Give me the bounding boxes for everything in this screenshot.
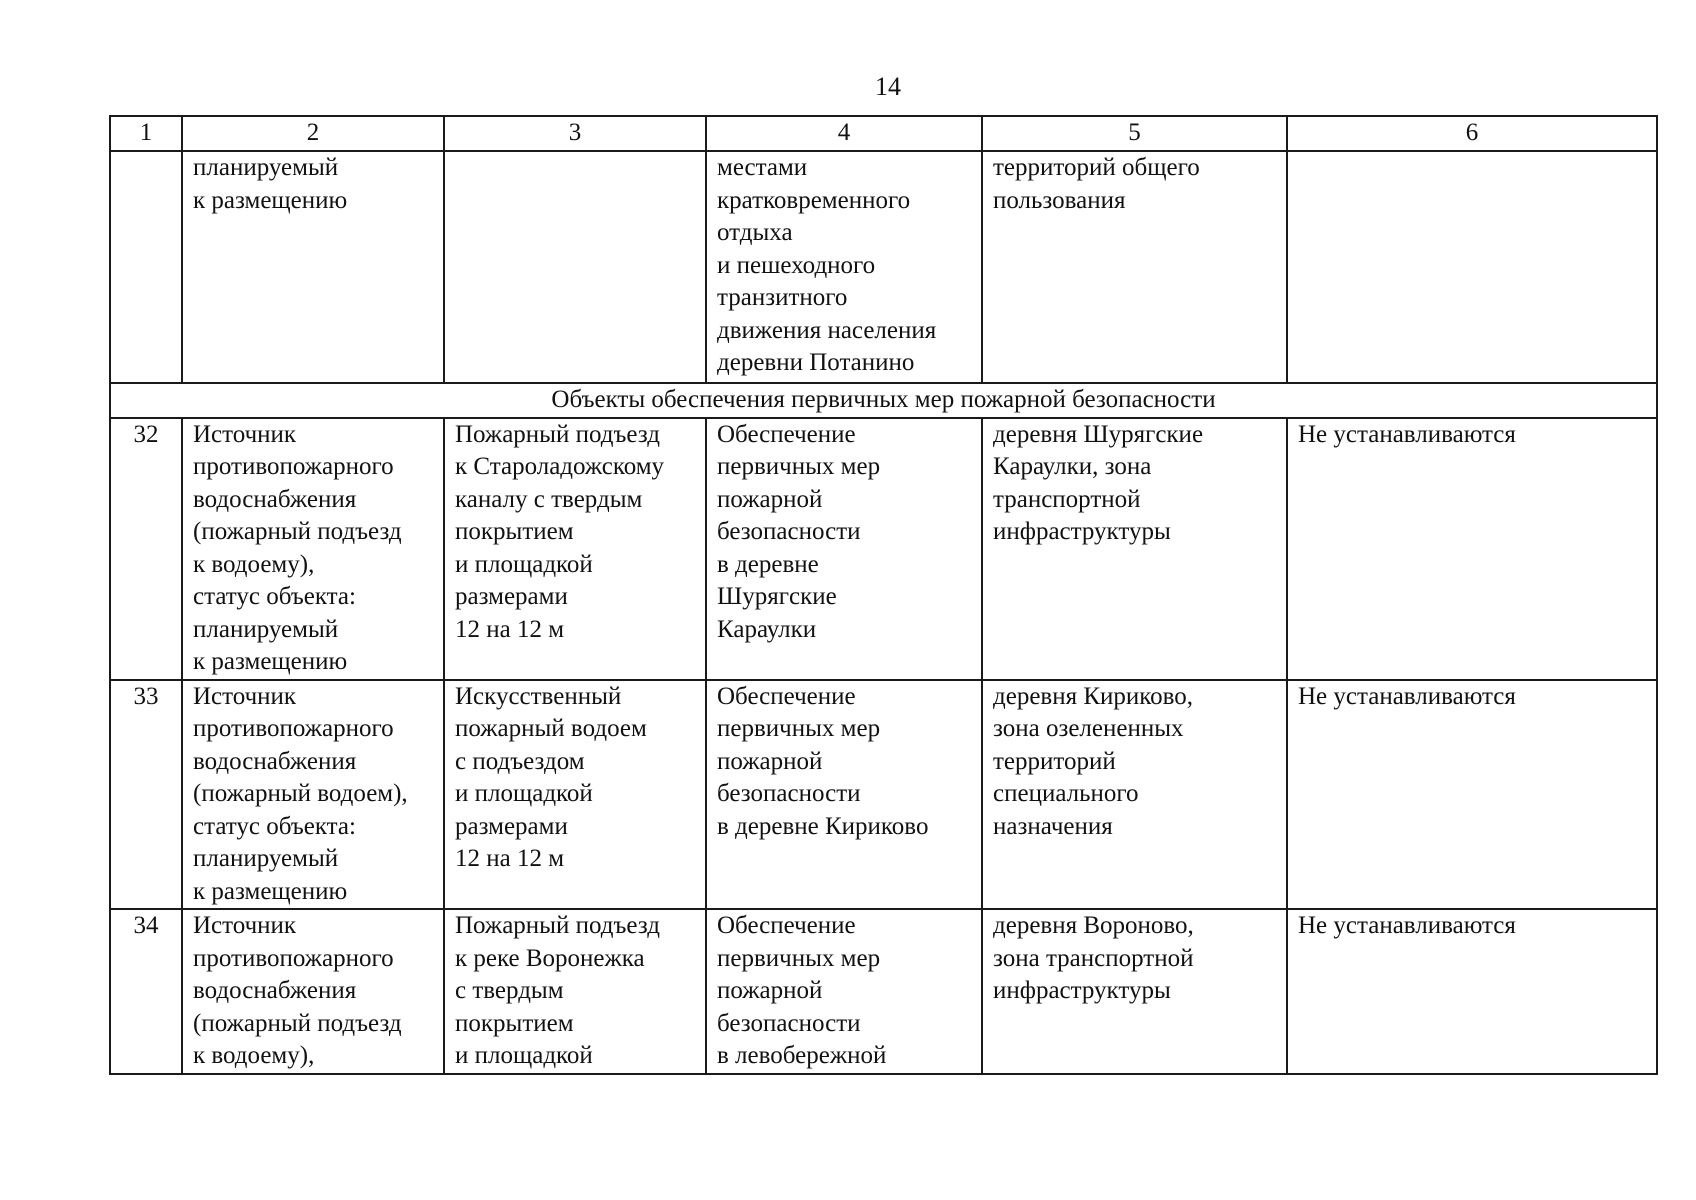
object-location-cell: деревня Вороново, зона транспортной инфраструктуры [982,909,1287,1074]
objects-table [109,115,1658,1075]
object-description-cell: Источник противопожарного водоснабжения (пожарный водоем), статус объекта: планируемый к размещению [182,680,444,910]
header-cell: 6 [1287,116,1657,151]
row-number: 33 [110,680,182,910]
section-row [110,383,1657,418]
section-title: Объекты обеспечения первичных мер пожарной безопасности [110,383,1657,418]
object-characteristics-cell [444,151,706,383]
object-purpose-cell: Обеспечение первичных мер пожарной безопасности в деревне Кириково [706,680,982,910]
object-location-cell: деревня Кириково, зона озелененных территорий специального назначения [982,680,1287,910]
object-location-cell: деревня Шурягские Караулки, зона транспортной инфраструктуры [982,418,1287,680]
table-row [110,909,1657,1074]
object-zones-cell: Не устанавливаются [1287,909,1657,1074]
object-zones-cell: Не устанавливаются [1287,680,1657,910]
object-purpose-cell: Обеспечение первичных мер пожарной безопасности в деревне Шурягские Караулки [706,418,982,680]
header-cell: 3 [444,116,706,151]
header-cell: 1 [110,116,182,151]
page-number: 14 [875,72,901,101]
object-description-cell: Источник противопожарного водоснабжения (пожарный подъезд к водоему), [182,909,444,1074]
table-row [110,151,1657,383]
object-characteristics-cell: Искусственный пожарный водоем с подъездом и площадкой размерами 12 на 12 м [444,680,706,910]
table-row [110,418,1657,680]
object-characteristics-cell: Пожарный подъезд к реке Воронежка с твердым покрытием и площадкой [444,909,706,1074]
row-number: 32 [110,418,182,680]
table-header-row [110,116,1657,151]
object-purpose-cell: местами кратковременного отдыха и пешеходного транзитного движения населения деревни Потанино [706,151,982,383]
object-description-cell: Источник противопожарного водоснабжения (пожарный подъезд к водоему), статус объекта: планируемый к размещению [182,418,444,680]
row-number: 34 [110,909,182,1074]
row-number [110,151,182,383]
header-cell: 2 [182,116,444,151]
object-description-cell: планируемый к размещению [182,151,444,383]
header-cell: 5 [982,116,1287,151]
object-zones-cell: Не устанавливаются [1287,418,1657,680]
table-row [110,680,1657,910]
header-cell: 4 [706,116,982,151]
object-purpose-cell: Обеспечение первичных мер пожарной безопасности в левобережной [706,909,982,1074]
object-location-cell: территорий общего пользования [982,151,1287,383]
object-characteristics-cell: Пожарный подъезд к Староладожскому каналу с твердым покрытием и площадкой размерами 12 на 12 м [444,418,706,680]
object-zones-cell [1287,151,1657,383]
